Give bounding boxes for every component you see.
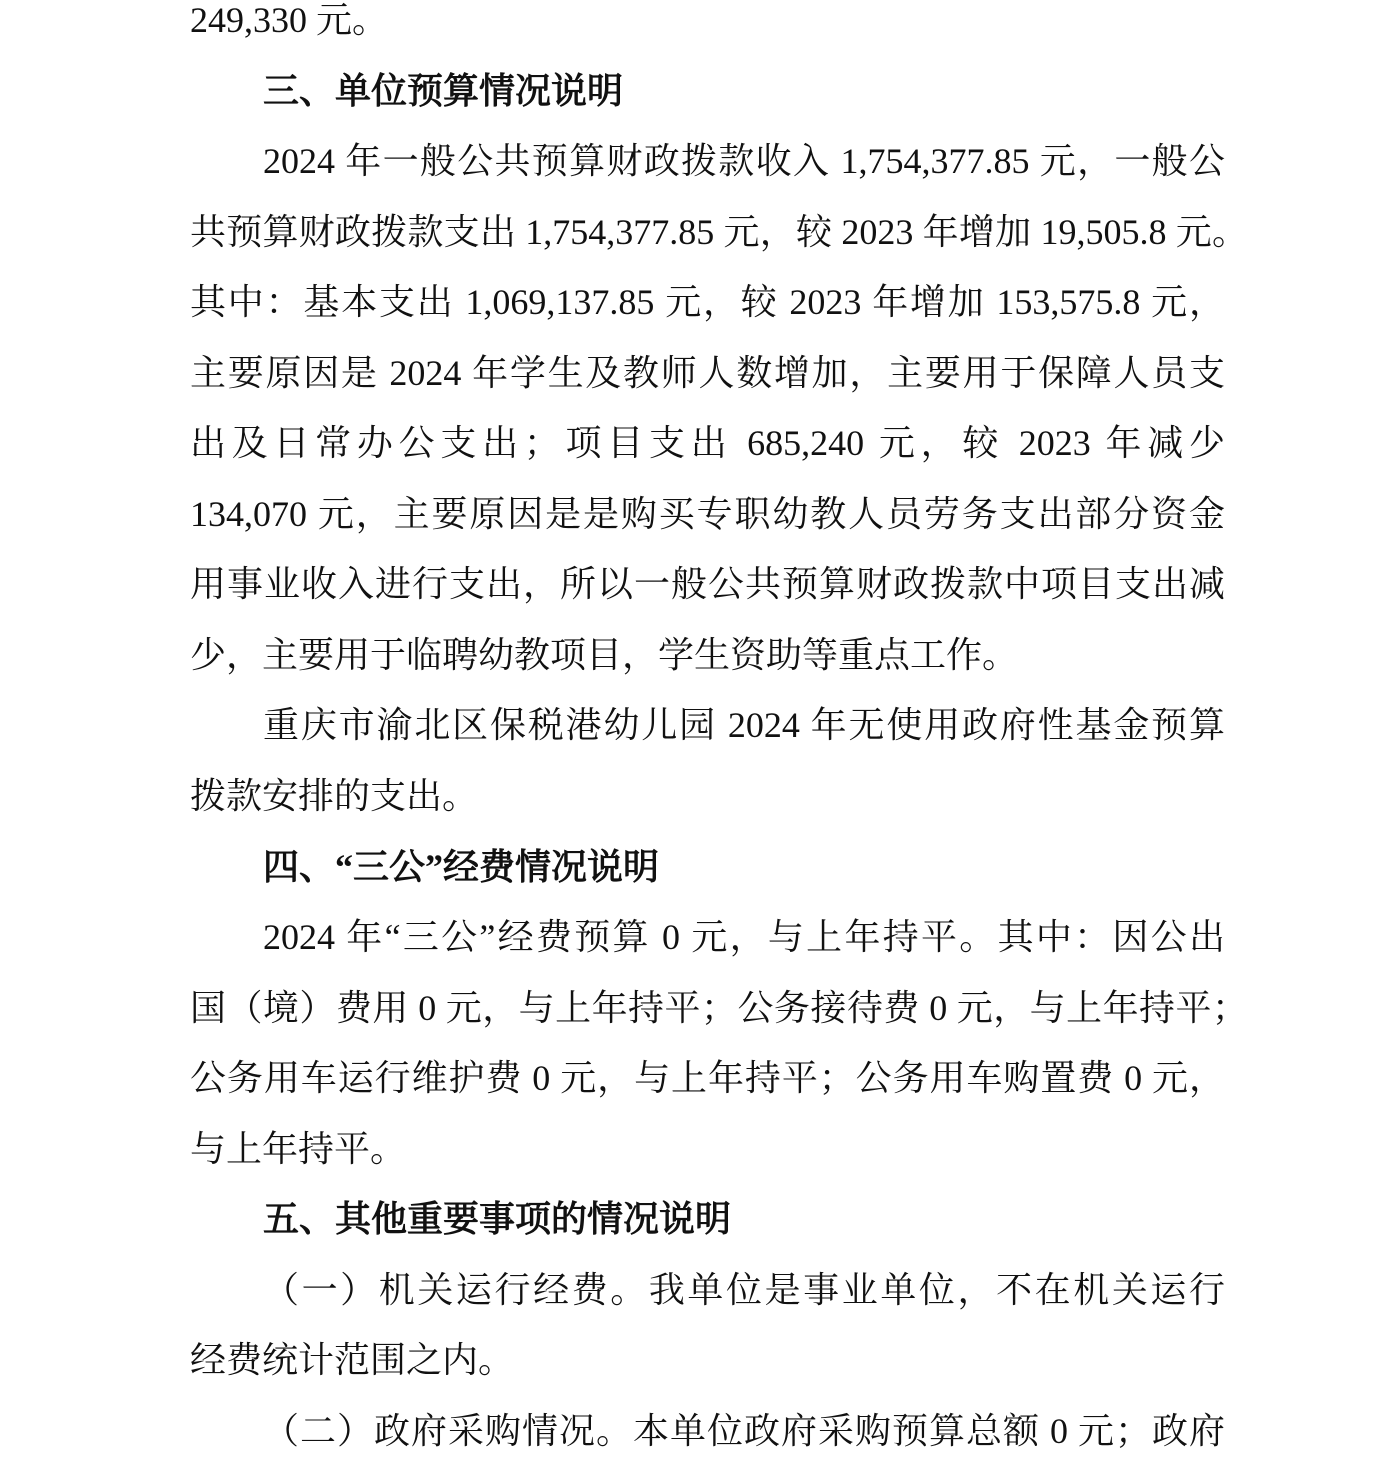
section-heading: 五、其他重要事项的情况说明	[263, 1199, 732, 1240]
text-line: 经费统计范围之内。	[190, 1340, 515, 1381]
section-heading: 三、单位预算情况说明	[263, 70, 624, 111]
text-line: 拨款安排的支出。	[190, 776, 479, 817]
text-line: 主要原因是 2024 年学生及教师人数增加，主要用于保障人员支	[190, 352, 1225, 393]
text-line: 出及日常办公支出；项目支出 685,240 元，较 2023 年减少	[190, 423, 1225, 464]
section-other-matters	[0, 1184, 1399, 1466]
text-line: 2024 年“三公”经费预算 0 元，与上年持平。其中：因公出	[263, 917, 1225, 958]
text-line: 重庆市渝北区保税港幼儿园 2024 年无使用政府性基金预算	[263, 705, 1225, 746]
text-line: 249,330 元。	[190, 0, 389, 40]
section-three-public-expenses	[0, 832, 1399, 1185]
text-line: （二）政府采购情况。本单位政府采购预算总额 0 元；政府	[263, 1410, 1225, 1451]
continued-paragraph	[0, 0, 1399, 56]
text-line: 与上年持平。	[190, 1128, 407, 1169]
text-line: 公务用车运行维护费 0 元，与上年持平；公务用车购置费 0 元，	[190, 1058, 1225, 1099]
paragraph	[0, 126, 1399, 690]
paragraph	[0, 902, 1399, 1184]
text-line: 2024 年一般公共预算财政拨款收入 1,754,377.85 元，一般公	[263, 141, 1225, 182]
text-line: 其中：基本支出 1,069,137.85 元，较 2023 年增加 153,575.8 元，	[190, 282, 1225, 323]
paragraph	[0, 1255, 1399, 1396]
paragraph	[0, 690, 1399, 831]
text-line: （一）机关运行经费。我单位是事业单位，不在机关运行	[263, 1269, 1225, 1310]
text-line: 少，主要用于临聘幼教项目，学生资助等重点工作。	[190, 634, 1019, 675]
text-line: 用事业收入进行支出，所以一般公共预算财政拨款中项目支出减	[190, 564, 1225, 605]
text-line: 国（境）费用 0 元，与上年持平；公务接待费 0 元，与上年持平；	[190, 987, 1248, 1028]
text-line: 共预算财政拨款支出 1,754,377.85 元，较 2023 年增加 19,505.8 元。	[190, 211, 1248, 252]
text-line: 134,070 元，主要原因是是购买专职幼教人员劳务支出部分资金	[190, 493, 1225, 534]
section-budget	[0, 56, 1399, 832]
paragraph	[0, 1396, 1399, 1466]
section-heading: 四、“三公”经费情况说明	[263, 846, 660, 887]
